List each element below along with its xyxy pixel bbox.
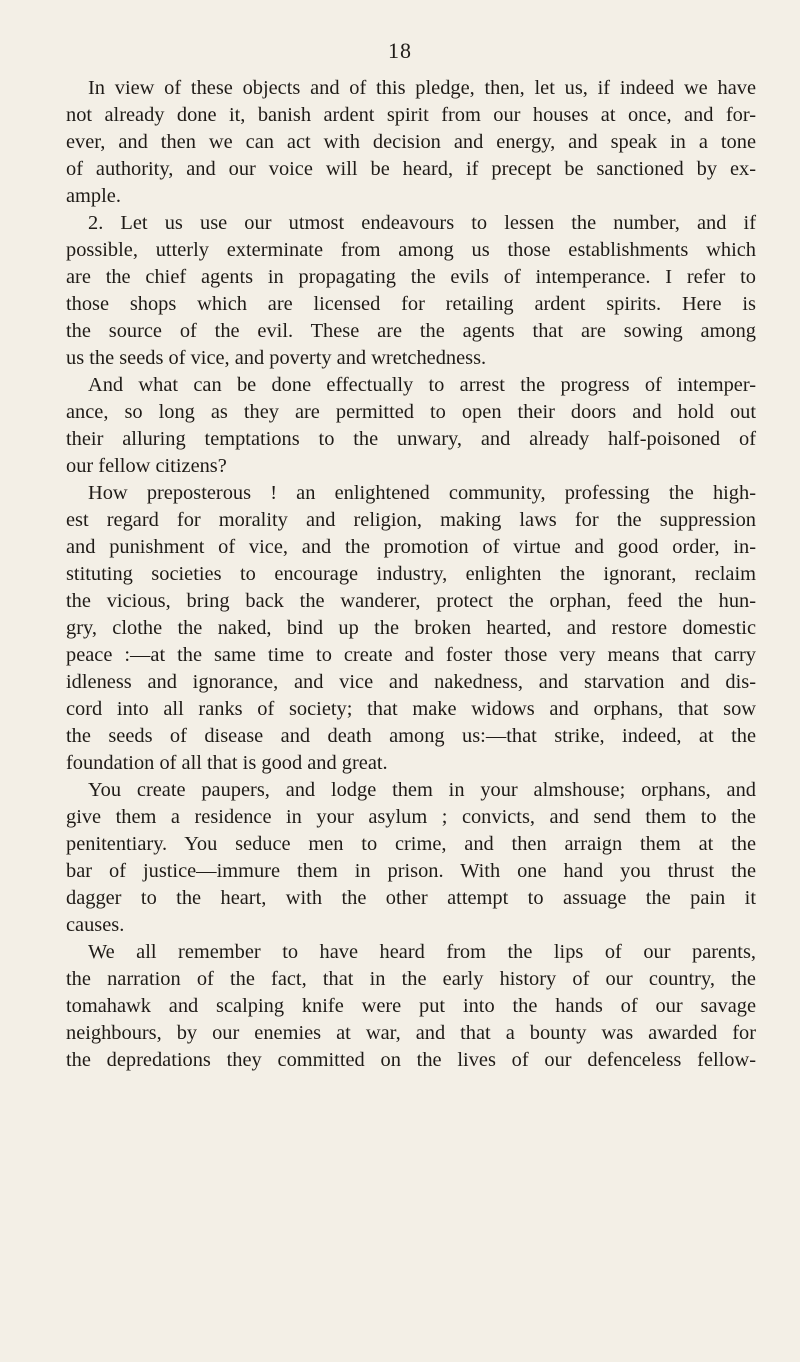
text-line: ample. [66, 185, 121, 207]
text-line: ance, so long as they are permitted to open their doors and hold out [66, 401, 756, 423]
text-line: of authority, and our voice will be heard, if precept be sanctioned by ex- [66, 158, 756, 180]
text-line: And what can be done effectually to arrest the progress of intemper- [88, 374, 756, 396]
text-line: foundation of all that is good and great. [66, 752, 388, 774]
text-line: In view of these objects and of this pledge, then, let us, if indeed we have [88, 77, 756, 99]
text-line: 2. Let us use our utmost endeavours to lessen the number, and if [88, 212, 756, 234]
text-line: est regard for morality and religion, making laws for the suppression [66, 509, 756, 531]
text-line: their alluring temptations to the unwary, and already half-poisoned of [66, 428, 756, 450]
text-line: the depredations they committed on the lives of our defenceless fellow- [66, 1049, 756, 1071]
page-number: 18 [388, 38, 412, 63]
text-line: ever, and then we can act with decision and energy, and speak in a tone [66, 131, 756, 153]
text-line: stituting societies to encourage industry, enlighten the ignorant, reclaim [66, 563, 756, 585]
text-line: penitentiary. You seduce men to crime, and then arraign them at the [66, 833, 756, 855]
text-line: gry, clothe the naked, bind up the broken hearted, and restore domestic [66, 617, 756, 639]
text-line: are the chief agents in propagating the evils of intemperance. I refer to [66, 266, 756, 288]
text-line: our fellow citizens? [66, 455, 227, 477]
text-line: the source of the evil. These are the agents that are sowing among [66, 320, 756, 342]
text-line: causes. [66, 914, 125, 936]
text-line: and punishment of vice, and the promotion of virtue and good order, in- [66, 536, 756, 558]
text-line: You create paupers, and lodge them in your almshouse; orphans, and [88, 779, 756, 801]
text-line: us the seeds of vice, and poverty and wretchedness. [66, 347, 487, 369]
text-line: peace :—at the same time to create and foster those very means that carry [66, 644, 756, 666]
text-line: dagger to the heart, with the other attempt to assuage the pain it [66, 887, 756, 909]
text-line: We all remember to have heard from the lips of our parents, [88, 941, 756, 963]
text-line: the vicious, bring back the wanderer, protect the orphan, feed the hun- [66, 590, 756, 612]
text-line: the narration of the fact, that in the early history of our country, the [66, 968, 756, 990]
text-line: bar of justice—immure them in prison. With one hand you thrust the [66, 860, 756, 882]
text-line: those shops which are licensed for retailing ardent spirits. Here is [66, 293, 756, 315]
text-line: How preposterous ! an enlightened community, professing the high- [88, 482, 756, 504]
text-line: idleness and ignorance, and vice and nakedness, and starvation and dis- [66, 671, 756, 693]
text-line: neighbours, by our enemies at war, and that a bounty was awarded for [66, 1022, 756, 1044]
text-line: the seeds of disease and death among us:—that strike, indeed, at the [66, 725, 756, 747]
body-text [66, 75, 756, 1074]
text-line: not already done it, banish ardent spirit from our houses at once, and for- [66, 104, 756, 126]
text-line: tomahawk and scalping knife were put into the hands of our savage [66, 995, 756, 1017]
text-line: cord into all ranks of society; that make widows and orphans, that sow [66, 698, 756, 720]
text-line: possible, utterly exterminate from among us those establishments which [66, 239, 756, 261]
text-line: give them a residence in your asylum ; convicts, and send them to the [66, 806, 756, 828]
